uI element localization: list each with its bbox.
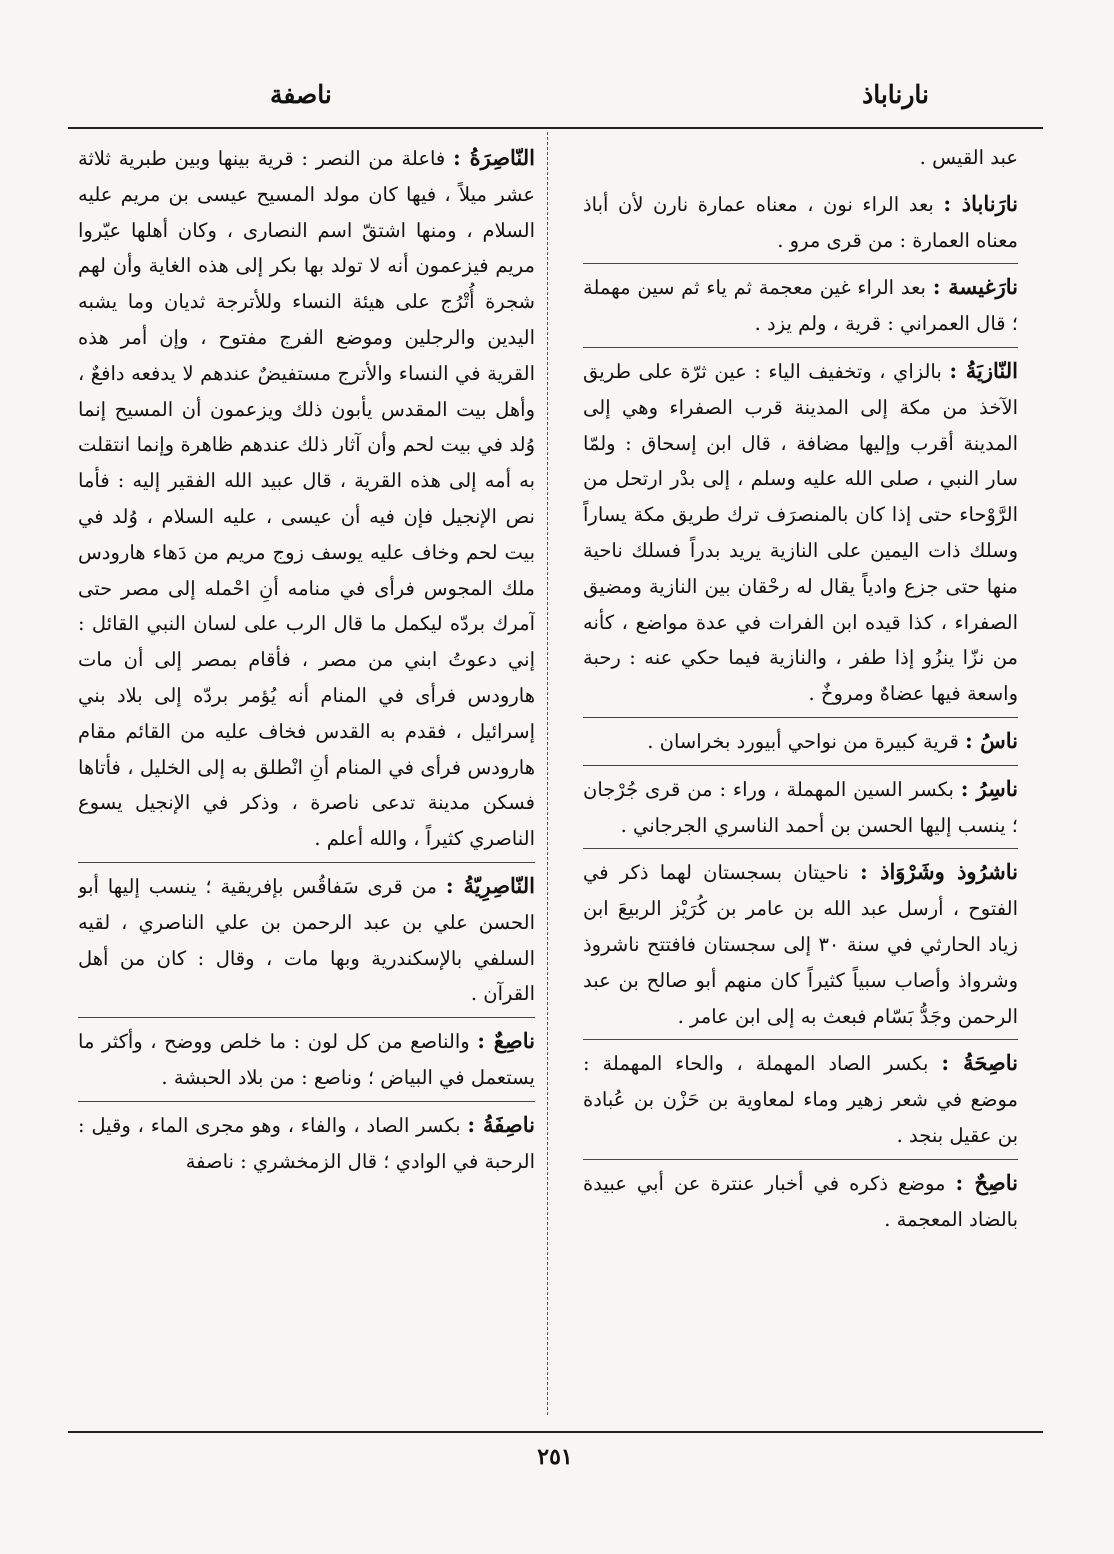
entry-text: من قرى سَفاقُس بإفريقية ؛ ينسب إليها أبو الحسن علي بن عبد الرحمن بن علي الناصري ، لقيه السلفي بالإسكندرية وبها مات ، وقال : كان من أهل القرآن . (78, 874, 535, 1006)
header-right-keyword: نارناباذ (862, 80, 929, 109)
left-column (78, 140, 535, 1420)
entry-text: عبد القيس . (919, 146, 1018, 169)
right-column (583, 140, 1018, 1420)
column-divider (547, 132, 548, 1415)
entry-text: بكسر الصاد المهملة ، والحاء المهملة : موضع في شعر زهير وماء لمعاوية بن حَزْن بن عُبادة بن عقيل بنجد . (583, 1052, 1018, 1147)
entry (583, 723, 1018, 766)
entry-text: والناصع من كل لون : ما خلص ووضح ، وأكثر ما يستعمل في البياض ؛ وناصع : من بلاد الحبشة . (78, 1030, 535, 1089)
entry (78, 868, 535, 1018)
entry (583, 854, 1018, 1040)
entry (583, 1045, 1018, 1159)
entry-title: ناسُ : (965, 727, 1018, 753)
top-rule (68, 127, 1043, 129)
entry-text: قرية كبيرة من نواحي أبيورد بخراسان . (647, 729, 959, 753)
entry-text: بعد الراء نون ، معناه عمارة نارن لأن أباذ معناه العمارة : من قرى مرو . (583, 192, 1018, 252)
entry-title: ناصِفَةُ : (467, 1111, 535, 1137)
entry-title: ناسِرُ : (960, 775, 1018, 801)
page-number: ٢٥١ (537, 1444, 573, 1470)
entry-text: بكسر الصاد ، والفاء ، وهو مجرى الماء ، وقيل : الرحبة في الوادي ؛ قال الزمخشري : ناصفة (78, 1113, 535, 1173)
entry (583, 140, 1018, 181)
entry (583, 353, 1018, 718)
entry-text: فاعلة من النصر : قرية بينها وبين طبرية ثلاثة عشر ميلاً ، فيها كان مولد المسيح عيسى بن مريم عليه السلام ، ومنها اشتقّ اسم النصارى ، وكان أهلها عيّروا مريم فيزعمون أنه لا تولد بها بكر إلى هذه الغاية وأن لهم شجرة أُتْرُج على هيئة النساء وللأترجة ثديان وما يشبه اليدين والرجلين وموضع الفرج مفتوح ، وإن أمر هذه القرية في النساء والأترج مستفيضٌ عندهم لا يدفعه دافعٌ ، وأهل بيت المقدس يأبون ذلك ويزعمون أن المسيح إنما وُلد في بيت لحم وأن آثار ذلك عندهم ظاهرة وإنما انتقلت به أمه إلى هذه القرية ، قال عبيد الله الفقير إليه : فأما نص الإنجيل فإن فيه أن عيسى ، عليه السلام ، وُلد في بيت لحم وخاف عليه يوسف زوج مريم من دَهاء هارودس ملك المجوس فرأى في منامه أنِ احْمله إلى مصر حتى آمرك بردّه ليكمل ما قال الرب على لسان النبي القائل : إني دعوتُ ابني من مصر ، فأقام بمصر إلى أن مات هارودس فرأى في المنام أنه يُؤمر بردّه إلى بلاد بني إسرائيل ، فقدم به القدس فخاف عليه من القائم مقام هارودس فرأى في المنام أنِ انْطلق به إلى الخليل ، فأتاها فسكن مدينة تدعى ناصرة ، وذكر في الإنجيل يسوع الناصري كثيراً ، والله أعلم . (78, 147, 535, 851)
entry-text: موضع ذكره في أخبار عنترة عن أبي عبيدة بالضاد المعجمة . (583, 1171, 1018, 1231)
entry-title: نارَناباذ : (943, 190, 1018, 216)
entry (583, 1165, 1018, 1243)
entry-title: ناصِعٌ : (477, 1028, 535, 1054)
entry-title: ناشرُوذ وشَرْوَاذ : (860, 859, 1018, 885)
entry-title: ناصِحَةُ : (941, 1050, 1018, 1076)
entry-text: بعد الراء غين معجمة ثم ياء ثم سين مهملة ؛ قال العمراني : قرية ، ولم يزد . (583, 276, 1018, 336)
entry-title: النّاصِرَةُ : (453, 145, 535, 170)
entry-title: النّاصِرِيّةُ : (445, 872, 535, 898)
entry (78, 1107, 535, 1185)
entry (583, 186, 1018, 265)
entry (78, 1023, 535, 1102)
entry (78, 140, 535, 863)
entry (583, 269, 1018, 348)
header-left-keyword: ناصفة (270, 80, 332, 109)
entry-title: النّازيَةُ : (949, 357, 1018, 383)
entry-title: ناصِحٌ : (955, 1169, 1018, 1195)
entry-text: ناحيتان بسجستان لهما ذكر في الفتوح ، أرسل عبد الله بن عامر بن كُرَيْز الربيعَ ابن زياد الحارثي في سنة ٣٠ إلى سجستان فافتتح ناشروذ وشرواذ وأصاب سبياً كثيراً كان منهم أبو صالح بن عبد الرحمن وجَدُّ بَسّام فبعث به إلى ابن عامر . (583, 861, 1018, 1028)
entry-text: بكسر السين المهملة ، وراء : من قرى جُرْجان ؛ ينسب إليها الحسن بن أحمد الناسري الجرجاني . (583, 777, 1018, 837)
entry-title: نارَغيسة : (932, 274, 1018, 300)
entry-text: بالزاي ، وتخفيف الياء : عين ثرّة على طريق الآخذ من مكة إلى المدينة قرب الصفراء وهي إلى المدينة أقرب وإليها مضافة ، قال ابن إسحاق : ولمّا سار النبي ، صلى الله عليه وسلم ، إلى بدْر ارتحل من الرَّوْحاء حتى إذا كان بالمنصرَف ترك طريق مكة يساراً وسلك ذات اليمين على النازية يريد بدراً فسلك ناحية منها حتى جزع وادياً يقال له رحْقان بين النازية ومضيق الصفراء ، كذا قيده ابن الفرات في عدة مواضع ، كأنه من نزّا ينزُو إذا طفر ، والنازية فيما حكي عنه : رحبة واسعة فيها عضاهٌ ومروخٌ . (583, 359, 1018, 706)
bottom-rule (68, 1431, 1043, 1433)
entry (583, 771, 1018, 850)
